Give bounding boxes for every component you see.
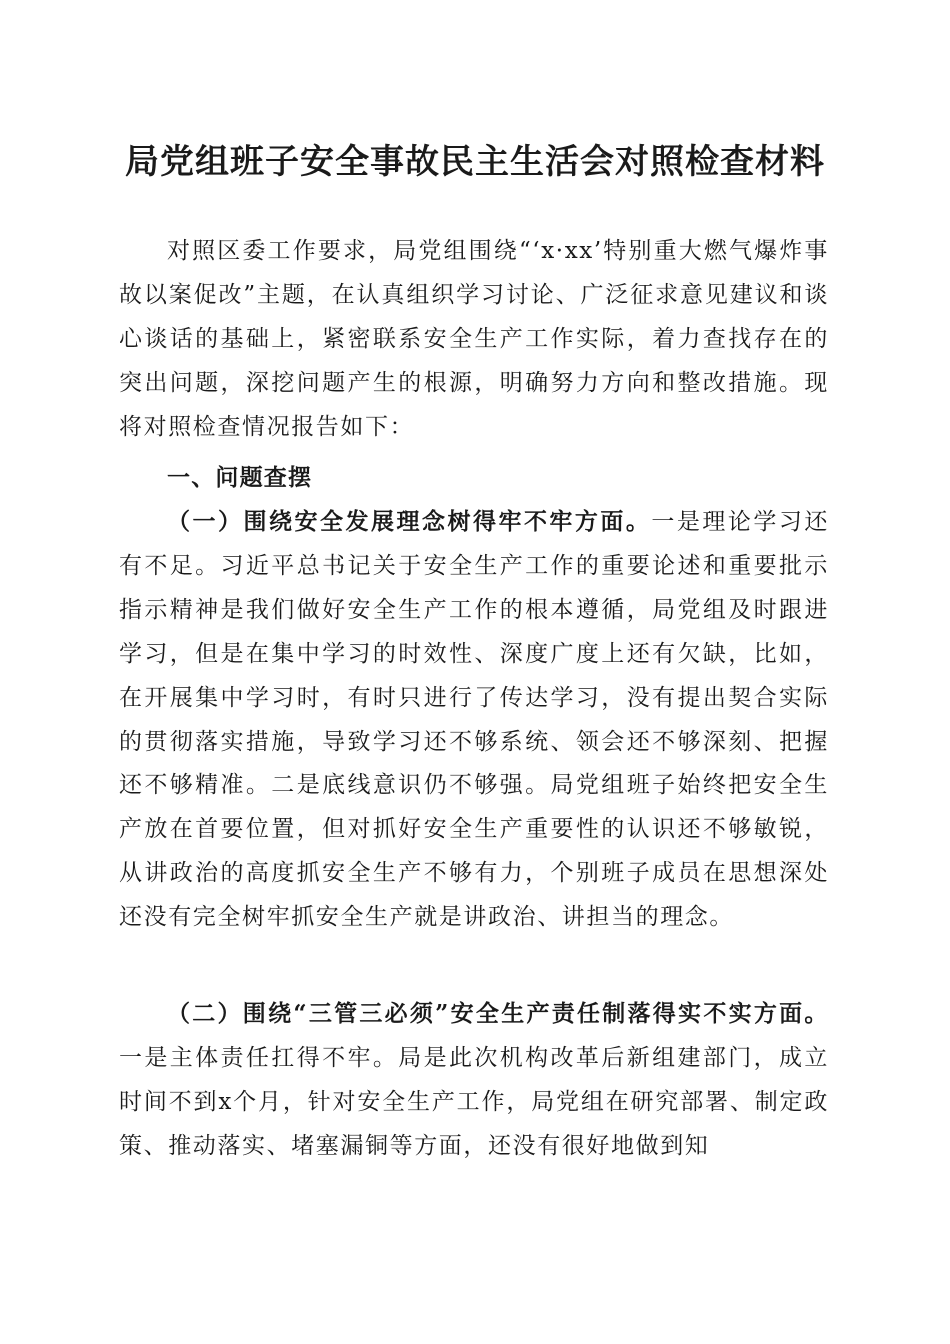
subsection-1-lead: （一）围绕安全发展理念树得牢不牢方面。	[167, 508, 652, 535]
document-title: 局党组班子安全事故民主生活会对照检查材料	[125, 142, 825, 182]
subsection-1-paragraph	[119, 500, 829, 940]
subsection-2-paragraph	[119, 992, 829, 1169]
subsection-2-lead: （二）围绕“三管三必须”安全生产责任制落得实不实方面。	[167, 1000, 829, 1027]
section-heading-problems: 一、问题查摆	[167, 465, 313, 491]
intro-paragraph: 对照区委工作要求，局党组围绕“‘x·xx’特别重大燃气爆炸事故以案促改”主题，在认真组织学习讨论、广泛征求意见建议和谈心谈话的基础上，紧密联系安全生产工作实际，着力查找存在的突出问题，深挖问题产生的根源，明确努力方向和整改措施。现将对照检查情况报告如下：	[119, 238, 829, 440]
subsection-2-text: 一是主体责任扛得不牢。局是此次机构改革后新组建部门，成立时间不到x个月，针对安全生产工作，局党组在研究部署、制定政策、推动落实、堵塞漏铜等方面，还没有很好地做到知	[119, 1044, 829, 1159]
subsection-1-text: 一是理论学习还有不足。习近平总书记关于安全生产工作的重要论述和重要批示指示精神是我们做好安全生产工作的根本遵循，局党组及时跟进学习，但是在集中学习的时效性、深度广度上还有欠缺，比如，在开展集中学习时，有时只进行了传达学习，没有提出契合实际的贯彻落实措施，导致学习还不够系统、领会还不够深刻、把握还不够精准。二是底线意识仍不够强。局党组班子始终把安全生产放在首要位置，但对抓好安全生产重要性的认识还不够敏锐，从讲政治的高度抓安全生产不够有力，个别班子成员在思想深处还没有完全树牢抓安全生产就是讲政治、讲担当的理念。	[119, 509, 829, 931]
